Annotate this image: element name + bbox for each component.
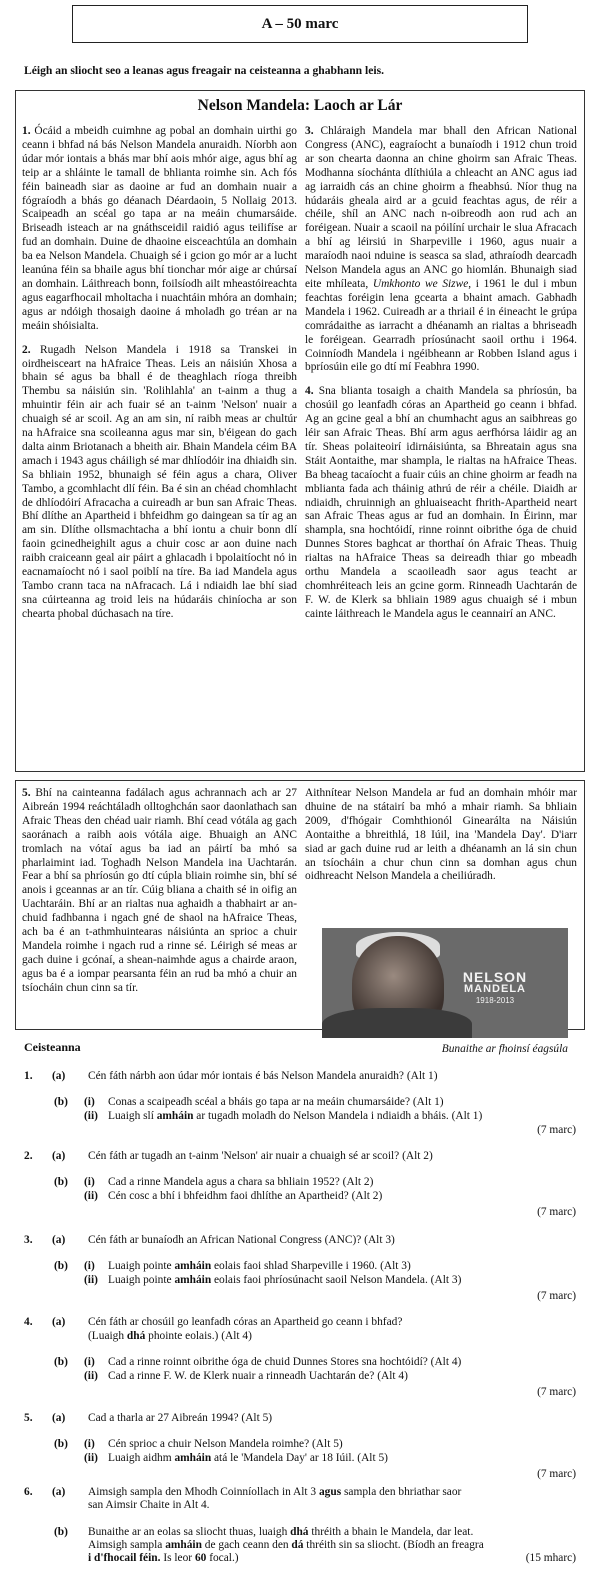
section-title: A – 50 marc (261, 15, 339, 32)
paragraph-1: 1. Ócáid a mbeidh cuimhne ag pobal an domhain uirthi go ceann i bhfad ná bás Nelson Mandela anuraidh. Níorbh aon údar mór iontais a bhás mar bhí aois mhór aige, agus bhí ag teip ar a shláinte le tamall de bhlianta roimhe sin. Ach fós féin baineadh siar as daoine ar fud an domhain nuair a fógraíodh a bhás go déanach Déardaoin, 5 Nollaig 2013. Scaipeadh an scéal go tapa ar na meáin chumarsáide. Briseadh isteach ar na gnáthsceidil raidió agus teilifíse ar fud an domhain. Duine de dhaoine eisceachtúla an domhain ba ea Nelson Mandela. Chuaigh sé i gcion go mór ar a lucht leanúna féin sa bhaile agus bhí tionchar mór aige ar chúrsaí an domhain. Láithreach bonn, foilsíodh ailt mheastóireachta agus eagarfhocail mholtacha i nuachtáin mhóra an domhain; agus ar ndóigh thosaigh daoine á mholadh go tréan ar na meáin shóisialta. (22, 125, 297, 332)
question-2: 2. (a) Cén fáth ar tugadh an t-ainm 'Nelson' air nuair a chuaigh sé ar scoil? (Alt 2) (b) (i) Cad a rinne Mandela agus a chara sa bhliain 1952? (Alt 2) (ii) Cén cosc a bhí i bhfeidhm faoi dhlíthe an Apartheid? (Alt 2) (7 marc) (24, 1150, 576, 1218)
question-1: 1. (a) Cén fáth nárbh aon údar mór iontais é bás Nelson Mandela anuraidh? (Alt 1) (b) (i) Conas a scaipeadh scéal a bháis go tapa ar na meáin chumarsáide? (Alt 1) (ii) Luaigh slí amháin ar tugadh moladh do Nelson Mandela i ndiaidh a bháis. (Alt 1) (7 marc) (24, 1070, 576, 1136)
article-box (15, 90, 585, 772)
section-header (72, 5, 528, 43)
question-6: 6. (a) Aimsigh sampla den Mhodh Coinníollach in Alt 3 agus sampla den bhriathar saor san Aimsir Chaite in Alt 4. (b) Bunaithe ar an eolas sa sliocht thuas, luaigh dhá thréith a bhain le Mandela, dar leat. Aimsigh sampla amháin de gach ceann den dá thréith sin sa sliocht. (Bíodh an freagra i d'fhocail féin. Is leor 60 focal.) (15 mharc) (24, 1486, 576, 1564)
question-5: 5. (a) Cad a tharla ar 27 Aibreán 1994? (Alt 5) (b) (i) Cén sprioc a chuir Nelson Mandela roimhe? (Alt 5) (ii) Luaigh aidhm amháin atá le 'Mandela Day' ar 18 Iúil. (Alt 5) (7 marc) (24, 1412, 576, 1480)
paragraph-2: 2. Rugadh Nelson Mandela i 1918 sa Transkei in oirdheisceart na hAfraice Theas. Leis an náisiún Xhosa a bhain sé agus ba bhall é de theaghlach ríoga threibh Thembu sa náisiún sin. 'Rolihlahla' an t-ainm a thug a mhuintir féin air ach fuair sé an t-ainm 'Nelson' nuair a chuaigh sé ar scoil. Ag an am sin, ní raibh meas ar chultúr na hAfraice sna scoileanna agus mar sin, b'éigean do gach dalta ainm Briotanach a bheith air. Bhain Mandela céim BA amach i 1943 agus cháiligh sé mar dhlíodóir ina dhiaidh sin. Sa bhliain 1952, bhunaigh sé féin agus a chara, Oliver Tambo, a gcomhlacht dlí féin. Ba é sin an chéad chomhlacht de dhlíodóirí Afracacha a cuireadh ar bun san Afraic Theas. Bhí dlíthe an Apartheid i bhfeidhm go daingean sa tír ag an am sin. Dlíthe ollsmachtacha a bhí iontu a chuir bonn dlí faoin gcinedheighilt agus a chuir cosc ar aon duine nach raibh craiceann geal air páirt a ghlacadh i bpolaitíocht nó in eacnamaíocht nó i saol poiblí na tíre. Ba iad Mandela agus Tambo crann taca na nAfracach. Lá i ndiaidh lae bhí siad sna cúirteanna ag troid leis na húdaráis chiníocha ar son chearta phobal dúchasach na tíre. (22, 343, 298, 620)
article-title: Nelson Mandela: Laoch ar Lár (197, 97, 403, 114)
article-column-right-2 (305, 787, 577, 894)
photo-label: NELSON MANDELA 1918-2013 (462, 969, 528, 1005)
marks: (7 marc) (537, 1290, 576, 1302)
article-column-right (305, 125, 577, 632)
article-column-left-2 (22, 787, 297, 1006)
paragraph-3: 3. Chláraigh Mandela mar bhall den African National Congress (ANC), eagraíocht a bunaíodh i 1912 chun troid ar son chearta daonna an chine ghoirm san Afraic Theas. Modhanna síochánta dlíthiúla a chleacht an ANC agus iad ag iarraidh cás an chine ghoirm a fheabhsú. Níor thug na húdaráis gheala aird ar a gcuid feachtas agus, de réir a chéile, shíl an ANC nach n-oibreodh aon rud ach an foréigean. Nuair a scaoil na póilíní urchair le slua Afracach a bhí ag léirsiú in Sharpeville i 1960, agus nuair a maraíodh naoi nduine is seasca sa slad, athraíodh dearcadh Nelson Mandela agus an ANC go hiomlán. Bhunaigh siad eite mhíleata, Umkhonto we Sizwe, i 1961 le dul i mbun feachtas foréigin lena gcearta a bhaint amach. Gabhadh Mandela i 1962. Cuireadh ar a thriail é in éineacht le grúpa comrádaithe as iarracht a dhéanamh an rialtas a bhriseadh le foréigean. Gearradh príosúnacht saoil orthu i 1964. Coinníodh Mandela i ngéibheann ar Robben Island agus i bpríosúin eile go dtí mí Feabhra 1990. (305, 125, 577, 374)
paragraph-4: 4. Sna blianta tosaigh a chaith Mandela sa phríosún, ba chosúil go leanfadh córas an Apartheid go ceann i bhfad. Ag an gcine geal a bhí an chumhacht agus an saibhreas go léir san Afraic Theas. Bhí arm agus aerfhórsa láidir ag an tír. Sheas polaiteoirí idirnáisiúnta, sa Bhreatain agus sna Stáit Aontaithe, mar shampla, le rialtas na hAfraice Theas. Ba bheag tacaíocht a fuair cúis an chine ghoirm ar feadh na mblianta fada ach tháinig athrú de réir a chéile. Diaidh ar ndiaidh, chruinnigh an ghluaiseacht fhrith-Apartheid neart san Afraic Theas agus ar fud an domhain. In Éirinn, mar shampla, sna hochtóidí, rinne roinnt oibrithe óga de chuid Dunnes Stores baghcat ar thorthaí ón Afraic Theas. Thuig rialtas na hAfraice Theas sa deireadh thiar go mbeadh orthu Mandela a scaoileadh saor agus teacht ar chomhréiteach leis an gcine gorm. Rinneadh Uachtarán de F. W. de Klerk sa bhliain 1989 agus chuaigh sé i mbun cainte láithreach le Mandela agus le ceannairí an ANC. (305, 385, 577, 620)
marks: (15 mharc) (525, 1552, 576, 1564)
paragraph-6: Aithnítear Nelson Mandela ar fud an domhain mhóir mar dhuine de na státairí ba mhó a mhair riamh. Sa bhliain 2009, d'fhógair Comhthionól Ginearálta na Náisiún Aontaithe a bhreithlá, 18 Iúil, ina 'Mandela Day'. D'iarr siad ar gach duine rud ar leith a dhéanamh an lá sin chun an tsíocháin a chur chun cinn sa domhan agus chun oidhreacht Nelson Mandela a cheiliúradh. (305, 787, 577, 883)
marks: (7 marc) (537, 1206, 576, 1218)
article-column-left (22, 125, 297, 632)
marks: (7 marc) (537, 1386, 576, 1398)
instruction: Léigh an sliocht seo a leanas agus freagair na ceisteanna a ghabhann leis. (24, 64, 384, 77)
question-4: 4. (a) Cén fáth ar chosúil go leanfadh córas an Apartheid go ceann i bhfad? (Luaigh dhá phointe eolais.) (Alt 4) (b) (i) Cad a rinne roinnt oibrithe óga de chuid Dunnes Stores sna hochtóidí? (Alt 4) (ii) Cad a rinne F. W. de Klerk nuair a rinneadh Uachtarán de? (Alt 4) (7 marc) (24, 1316, 576, 1398)
marks: (7 marc) (537, 1124, 576, 1136)
photo-caption: Bunaithe ar fhoinsí éagsúla (441, 1043, 568, 1055)
paragraph-5: 5. Bhí na cainteanna fadálach agus achrannach ach ar 27 Aibreán 1994 reáchtáladh olltoghchán saor daonlathach san Afraic Theas den chéad uair riamh. Bhí cead vótála ag gach saoránach a raibh aois vótála aige. Bhuaigh an ANC tromlach na vótaí agus ba iad an páirtí ba mhó sa pharlaimint iad. Toghadh Nelson Mandela ina Uachtarán. Fear a bhí sa phríosún go dtí cúpla bliain roimhe sin, bhí sé anois i gceannas ar an tír. Cúig bliana a chaith sé in oifig an Uachtaráin. Bhí ar an rialtas nua aghaidh a thabhairt ar an-chuid fadhbanna i ngach gné de shaol na hAfraice Theas, ach ba é an t-athmhuintearas náisiúnta an sprioc a chuir Mandela roimhe i ngach rud a rinne sé. Léirigh sé meas ar gach duine i gcónaí, a shean-naimhde agus a chairde araon, agus ba é a iompar pearsanta féin an rud ba mhó a chuir an tsíocháin chun cinn sa tír. (22, 787, 297, 994)
portrait-photo (322, 928, 568, 1038)
question-3: 3. (a) Cén fáth ar bunaíodh an African National Congress (ANC)? (Alt 3) (b) (i) Luaigh pointe amháin eolais faoi shlad Sharpeville i 1960. (Alt 3) (ii) Luaigh pointe amháin eolais faoi phríosúnacht saoil Nelson Mandela. (Alt 3) (7 marc) (24, 1234, 576, 1302)
questions-heading: Ceisteanna (24, 1040, 81, 1054)
marks: (7 marc) (537, 1468, 576, 1480)
